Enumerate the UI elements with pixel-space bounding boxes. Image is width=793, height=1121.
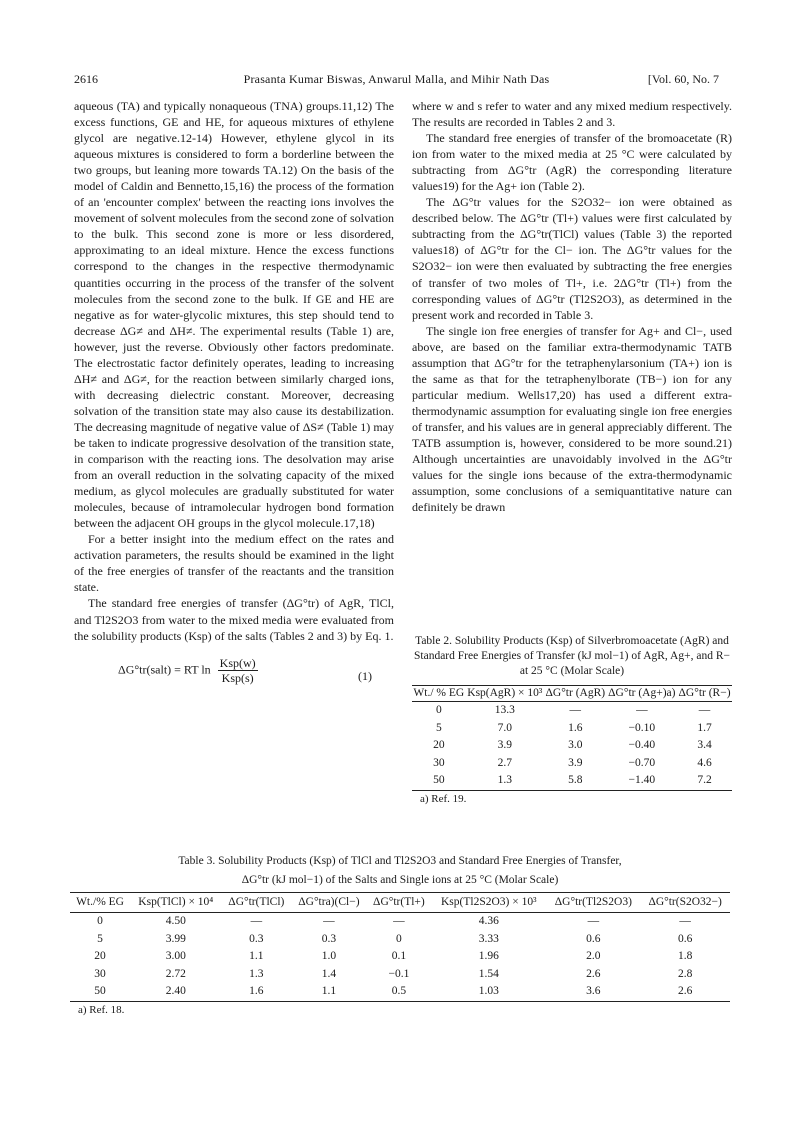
right-column xyxy=(412,98,732,515)
table-cell: 0.1 xyxy=(391,950,407,962)
table-row xyxy=(412,772,732,790)
table-cell: 0.3 xyxy=(249,932,264,945)
table-caption: Table 3. Solubility Products (Ksp) of TlCl and Tl2S2O3 and Standard Free Energies of Transfer, xyxy=(178,855,622,867)
table-header-cell: Wt./ % EG xyxy=(413,687,465,699)
table-cell: 1.1 xyxy=(321,985,337,997)
table-header-cell: ΔG°tr (Ag+)a) xyxy=(608,687,676,699)
table-cell: 1.8 xyxy=(677,950,693,962)
paragraph: The standard free energies of transfer (ΔG°tr) of AgR, TlCl, and Tl2S2O3 from water to the mixed media were evaluated from the solubility products (Ksp) of the salts (Tables 2 and 3) by Eq. 1. xyxy=(74,596,394,643)
table-cell: 0.3 xyxy=(321,932,337,945)
table-cell: 0 xyxy=(435,704,442,716)
table-row xyxy=(70,983,730,1001)
paragraph: The ΔG°tr values for the S2O32− ion were obtained as described below. The ΔG°tr (Tl+) values were first calculated by subtracting from the ΔG°tr(TlCl) values (Table 3) the reported values18) of ΔG°tr for the Cl− ion. The ΔG°tr values for the S2O32− ion were then evaluated by subtracting the free energies of transfer of two moles of Tl+, i.e. 2ΔG°tr (Tl+) from the corresponding values of ΔG°tr (Tl2S2O3), as determined in the present work and recorded in Table 3. xyxy=(412,195,732,322)
table-cell: 1.3 xyxy=(249,967,264,980)
equation-numerator: Ksp(w) xyxy=(219,655,256,670)
table-cell: 3.6 xyxy=(586,985,601,997)
table-cell: 3.33 xyxy=(478,932,499,945)
table-cell: 3.0 xyxy=(568,739,583,751)
table-cell: — xyxy=(698,704,711,716)
table-cell: 30 xyxy=(94,967,106,980)
table-header-cell: ΔG°tr(Tl2S2O3) xyxy=(554,896,632,908)
table-row xyxy=(412,702,732,720)
equation-lhs: ΔG°tr(salt) = RT ln xyxy=(118,661,211,676)
left-column xyxy=(74,98,394,692)
page-header xyxy=(74,72,719,88)
table-cell: 5 xyxy=(435,721,442,734)
table-cell: 0 xyxy=(97,915,103,927)
equation-fraction xyxy=(218,656,258,685)
table-header-cell: ΔG°tr (R−) xyxy=(678,687,731,699)
table-cell: 20 xyxy=(433,739,445,751)
table-cell: 4.6 xyxy=(697,756,712,769)
table-cell: 50 xyxy=(433,774,445,786)
table-2-grid xyxy=(412,685,732,791)
page-number: 2616 xyxy=(74,72,98,86)
table-cell: 2.72 xyxy=(165,967,186,980)
table-cell: 0.6 xyxy=(586,932,601,945)
table-cell: 0 xyxy=(396,932,402,945)
table-cell: 2.6 xyxy=(586,967,601,980)
table-cell: 1.7 xyxy=(697,721,712,734)
table-cell: −0.10 xyxy=(628,721,656,734)
table-cell: 3.9 xyxy=(497,739,512,751)
table-2 xyxy=(412,634,732,805)
table-row xyxy=(70,948,730,966)
table-3-grid xyxy=(70,892,730,1002)
table-cell: 1.54 xyxy=(478,967,499,980)
table-cell: — xyxy=(250,915,263,927)
table-cell: 50 xyxy=(94,985,106,997)
paragraph: where w and s refer to water and any mixed medium respectively. The results are recorded in Tables 2 and 3. xyxy=(412,99,732,130)
table-cell: 1.6 xyxy=(249,985,264,997)
table-cell: 5 xyxy=(97,932,103,945)
running-authors: Prasanta Kumar Biswas, Anwarul Malla, and Mihir Nath Das xyxy=(243,72,550,86)
equation-expression xyxy=(118,656,258,685)
table-cell: 2.7 xyxy=(497,756,512,769)
table-cell: 2.0 xyxy=(586,950,601,962)
table-row xyxy=(70,913,730,931)
equation-1 xyxy=(74,652,394,692)
table-cell: 0.5 xyxy=(391,985,407,997)
paragraph: For a better insight into the medium effect on the rates and activation parameters, the results should be examined in the light of the free energies of transfer of the reactants and the transition state. xyxy=(74,532,394,595)
table-cell: 30 xyxy=(433,756,445,769)
table-cell: — xyxy=(393,915,405,927)
table-header-row xyxy=(412,686,732,702)
table-cell: 4.36 xyxy=(478,915,499,927)
table-cell: 3.9 xyxy=(568,756,583,769)
table-cell: 2.8 xyxy=(677,967,693,980)
table-row xyxy=(412,755,732,773)
table-cell: −0.40 xyxy=(628,739,656,751)
table-cell: −0.70 xyxy=(628,756,656,769)
paragraph: The single ion free energies of transfer for Ag+ and Cl−, used above, are based on the familiar extra-thermodynamic TATB assumption that ΔG°tr for the tetraphenylarsonium (TA+) ion is the same as that for the tetraphenylborate (TB−) ion for any particular medium. Wells17,20) has used a different extra-thermodynamic assumption for evaluating single ion free energies of transfer, and his values are in general appreciably different. The TATB assumption is, however, considered to be more sound.21) Although uncertainties are unavoidably involved in the ΔG°tr values for the single ions because of the extra-thermodynamic assumption, some conclusions of a semiquantitative nature can definitely be drawn xyxy=(412,323,732,515)
table-header-cell: Ksp(AgR) × 10³ xyxy=(467,687,543,699)
table-cell: 4.50 xyxy=(165,915,186,927)
table-cell: −1.40 xyxy=(628,774,656,786)
table-cell: −0.1 xyxy=(388,967,410,980)
table-header-cell: Wt./% EG xyxy=(76,896,124,908)
table-footnote: a) Ref. 19. xyxy=(420,792,467,805)
table-header-cell: ΔG°tr(Tl+) xyxy=(373,896,425,908)
table-cell: 7.0 xyxy=(497,721,512,734)
table-cell: 13.3 xyxy=(494,704,515,716)
table-cell: 2.40 xyxy=(165,985,186,997)
table-caption: Table 2. Solubility Products (Ksp) of Silverbromoacetate (AgR) and Standard Free Energies of Transfer (kJ mol−1) of AgR, Ag+, and R− at 25 °C (Molar Scale) xyxy=(414,635,730,677)
table-footnote: a) Ref. 18. xyxy=(78,1003,125,1016)
table-row xyxy=(412,720,732,738)
table-cell: 1.6 xyxy=(568,721,583,734)
table-cell: 1.4 xyxy=(321,967,337,980)
table-cell: 1.3 xyxy=(497,774,512,786)
table-cell: — xyxy=(636,704,648,716)
equation-number: (1) xyxy=(358,668,372,683)
table-cell: 1.1 xyxy=(249,950,264,962)
table-cell: 3.00 xyxy=(165,950,186,962)
table-cell: 2.6 xyxy=(677,985,693,997)
table-cell: — xyxy=(679,915,691,927)
table-header-cell: Ksp(Tl2S2O3) × 10³ xyxy=(440,896,537,908)
paragraph: aqueous (TA) and typically nonaqueous (TNA) groups.11,12) The excess functions, GE and HE, for aqueous mixtures of ethylene glycol are negative.12-14) However, ethylene glycol in its aqueous mixtures is considered to form a borderline between the two groups, but leaning more towards TA.12) On the basis of the model of Caldin and Bennetto,15,16) the process of the formation of an 'encounter complex' between the reacting ions involves the movement of solvent molecules from the second zone of solvation to the bulk. This second zone is more or less disordered, approximating to an ideal mixture. Hence the excess functions correspond to the changes in the respective thermodynamic quantities occurring in the process of the transfer of the solvent molecules from the second zone to the bulk. If GE and HE are negative as for water-glycolic mixtures, this step should tend to decrease ΔG≠ and ΔH≠. The experimental results (Table 1) are, however, just the reverse. Obviously other factors predominate. The electrostatic factor definitely operates, leading to increasing ΔH≠ and ΔG≠, for the reaction between similarly charged ions, with decreasing dielectric constant. Moreover, decreasing solvation of the transition state may also cause its destabilization. The decreasing magnitude of negative value of ΔS≠ (Table 1) may be taken to indicate progressive desolvation of the transition state, in comparison with the reacting ions. The desolvation may arise from an overall reduction in the solvating capacity of the mixed medium, as glycol molecules are gradually substituted for water molecules, because of intramolecular hydrogen bond formation between the adjacent OH groups in the glycol molecule.17,18) xyxy=(74,99,394,531)
table-cell: 1.0 xyxy=(321,950,337,962)
table-cell: 1.03 xyxy=(478,985,499,997)
volume-info: [Vol. 60, No. 7 xyxy=(647,72,719,86)
table-cell: 3.99 xyxy=(165,932,186,945)
table-header-cell: ΔG°tr (AgR) xyxy=(545,687,606,699)
table-caption: ΔG°tr (kJ mol−1) of the Salts and Single ions at 25 °C (Molar Scale) xyxy=(241,874,559,886)
table-header-cell: ΔG°tra)(Cl−) xyxy=(298,896,360,908)
equation-denominator: Ksp(s) xyxy=(221,670,254,685)
table-row xyxy=(412,737,732,755)
table-header-cell: ΔG°tr(S2O32−) xyxy=(648,896,722,908)
table-cell: 0.6 xyxy=(677,932,693,945)
table-cell: — xyxy=(569,704,582,716)
table-cell: 7.2 xyxy=(697,774,712,786)
table-3 xyxy=(70,854,730,1016)
table-header-cell: ΔG°tr(TlCl) xyxy=(228,896,285,908)
table-header-cell: Ksp(TlCl) × 10⁴ xyxy=(138,896,214,908)
table-cell: 3.4 xyxy=(697,739,712,751)
paragraph: The standard free energies of transfer of the bromoacetate (R) ion from water to the mixed media at 25 °C were calculated by subtracting from ΔG°tr (AgR) the corresponding literature values19) for the Ag+ ion (Table 2). xyxy=(412,131,732,194)
table-row xyxy=(70,966,730,984)
table-cell: — xyxy=(587,915,600,927)
table-cell: 20 xyxy=(94,950,106,962)
table-cell: — xyxy=(323,915,335,927)
table-cell: 1.96 xyxy=(478,950,499,962)
table-cell: 5.8 xyxy=(568,774,583,786)
table-row xyxy=(70,931,730,949)
table-header-row xyxy=(70,893,730,913)
